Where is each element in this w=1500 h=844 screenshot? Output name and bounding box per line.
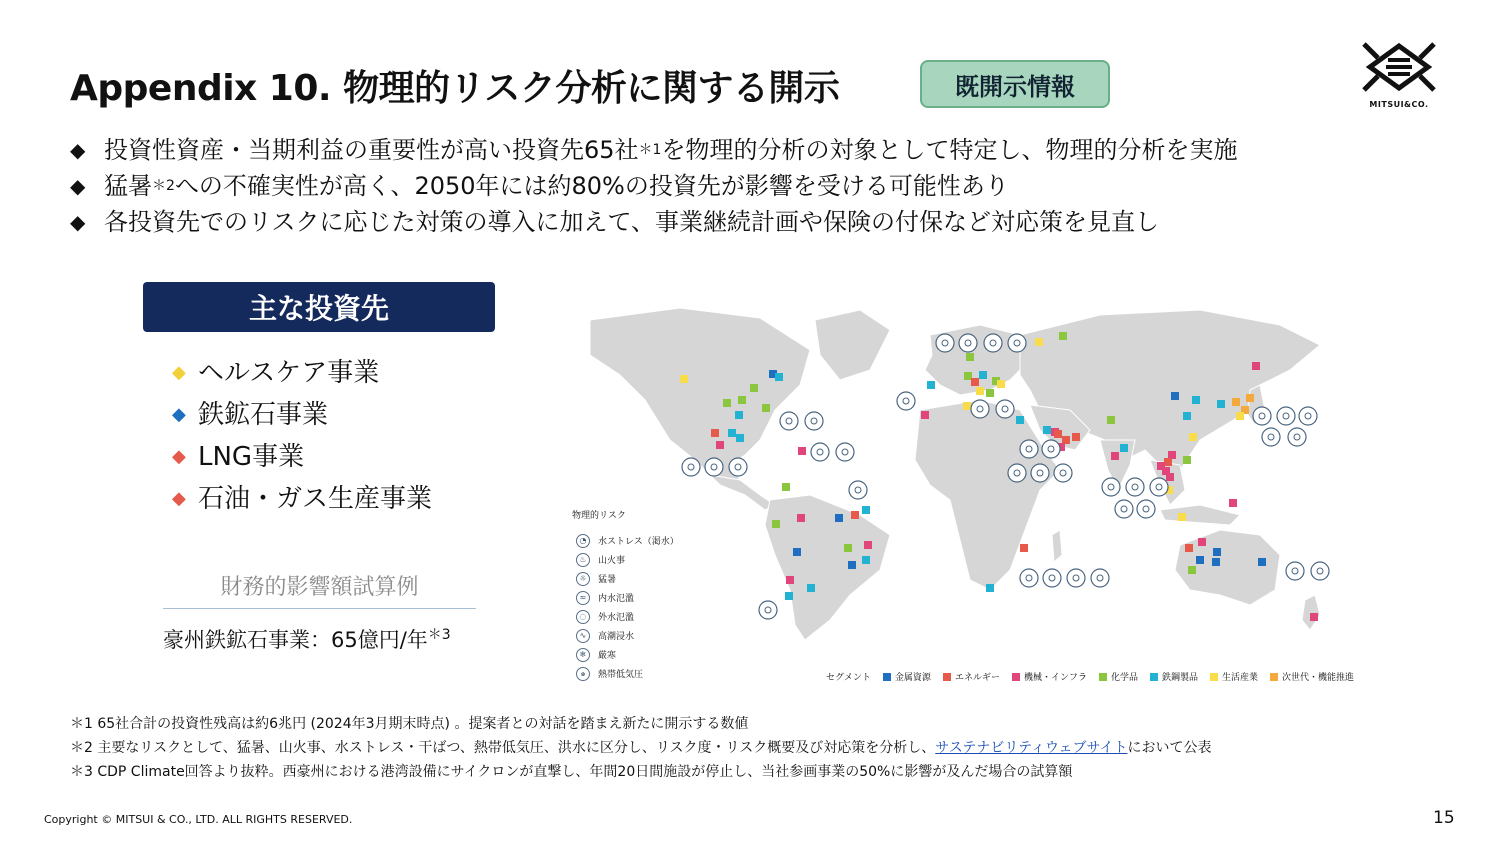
investment-marker xyxy=(798,447,806,455)
risk-icon xyxy=(780,412,798,430)
sun-icon: ☼ xyxy=(576,572,590,586)
risk-icon xyxy=(959,334,977,352)
investment-marker xyxy=(1196,556,1204,564)
risk-icon xyxy=(1115,500,1133,518)
risk-icon xyxy=(1286,562,1304,580)
footnotes xyxy=(70,712,1212,784)
segment-legend-item xyxy=(943,670,1000,683)
risk-icon xyxy=(705,458,723,476)
investment-marker xyxy=(1107,416,1115,424)
legend-label: 厳寒 xyxy=(598,651,617,661)
legend-item xyxy=(572,664,679,683)
investment-marker xyxy=(1310,613,1318,621)
blue-diamond-icon: ◆ xyxy=(172,404,186,425)
segment-swatch xyxy=(1270,673,1278,681)
investment-marker xyxy=(711,429,719,437)
segment-label: 生活産業 xyxy=(1222,673,1259,683)
risk-icon xyxy=(1253,407,1271,425)
footnote-text: において公表 xyxy=(1127,740,1212,756)
investment-marker xyxy=(1189,433,1197,441)
investment-marker xyxy=(1020,544,1028,552)
logo-text: MITSUI&CO. xyxy=(1369,100,1429,109)
investment-label: 石油・ガス生産事業 xyxy=(198,484,433,514)
investment-marker xyxy=(1054,430,1062,438)
investment-marker xyxy=(844,544,852,552)
investment-marker xyxy=(1236,412,1244,420)
legend-title: 物理的リスク xyxy=(572,511,626,521)
investment-marker xyxy=(1166,473,1174,481)
red-diamond-icon: ◆ xyxy=(172,488,186,509)
investment-marker xyxy=(1252,362,1260,370)
investment-marker xyxy=(1188,566,1196,574)
footnote-text: ＊1 65社合計の投資性残高は約6兆円 (2024年3月期末時点) 。提案者との対話を踏まえ新たに開示する数値 xyxy=(70,716,749,732)
risk-icon xyxy=(1067,569,1085,587)
segment-legend-title: セグメント xyxy=(826,673,871,683)
risk-icon xyxy=(1150,478,1168,496)
risk-icon xyxy=(1043,569,1061,587)
legend-label: 熱帯低気圧 xyxy=(598,670,644,680)
risk-icon xyxy=(1091,569,1109,587)
key-point-text: 投資性資産・当期利益の重要性が高い投資先65社 xyxy=(104,136,639,164)
segment-label: 次世代・機能推進 xyxy=(1282,673,1355,683)
investment-label: ヘルスケア事業 xyxy=(198,358,380,388)
risk-icon xyxy=(759,601,777,619)
segment-swatch xyxy=(1210,673,1218,681)
investment-marker xyxy=(1062,436,1070,444)
footnote xyxy=(70,712,1212,736)
legend-item xyxy=(572,626,679,645)
diamond-bullet-icon: ◆ xyxy=(70,174,86,198)
inland-flood-icon: ≈ xyxy=(576,591,590,605)
investment-marker xyxy=(1171,392,1179,400)
investment-marker xyxy=(1213,548,1221,556)
risk-icon xyxy=(984,334,1002,352)
risk-icon xyxy=(1311,562,1329,580)
investment-marker xyxy=(979,371,987,379)
investment-label: LNG事業 xyxy=(198,442,305,472)
risk-icon xyxy=(811,443,829,461)
investment-marker xyxy=(1229,499,1237,507)
risk-icon xyxy=(1020,569,1038,587)
disclosure-badge: 既開示情報 xyxy=(920,60,1110,108)
segment-swatch xyxy=(1099,673,1107,681)
investment-marker xyxy=(786,576,794,584)
investment-marker xyxy=(1111,452,1119,460)
investment-marker xyxy=(862,506,870,514)
investment-marker xyxy=(1217,400,1225,408)
fire-icon: ♨ xyxy=(576,553,590,567)
investment-marker xyxy=(864,541,872,549)
key-point-text: への不確実性が高く、2050年には約80%の投資先が影響を受ける可能性あり xyxy=(174,172,1009,200)
risk-icon xyxy=(1008,334,1026,352)
risk-icon xyxy=(1137,500,1155,518)
investment-marker xyxy=(976,387,984,395)
river-flood-icon: ◌ xyxy=(576,610,590,624)
investment-marker xyxy=(1120,444,1128,452)
key-point-text: 猛暑 xyxy=(104,172,152,200)
cyclone-icon: ๑ xyxy=(576,667,590,681)
segment-legend xyxy=(826,670,1366,683)
investment-marker xyxy=(775,373,783,381)
investment-marker xyxy=(964,372,972,380)
investment-marker xyxy=(1072,433,1080,441)
investment-marker xyxy=(1192,396,1200,404)
legend-item xyxy=(572,531,679,550)
investment-marker xyxy=(963,402,971,410)
investment-marker xyxy=(807,584,815,592)
segment-label: 鉄鋼製品 xyxy=(1161,673,1198,683)
risk-icon xyxy=(849,481,867,499)
legend-label: 猛暑 xyxy=(598,575,617,585)
sustainability-website-link[interactable]: サステナビリティウェブサイト xyxy=(935,740,1128,756)
legend-item xyxy=(572,607,679,626)
risk-icon xyxy=(1262,428,1280,446)
investment-marker xyxy=(971,378,979,386)
investment-marker xyxy=(848,561,856,569)
risk-icon xyxy=(1299,407,1317,425)
risk-icon xyxy=(897,392,915,410)
segment-swatch xyxy=(1150,673,1158,681)
legend-item xyxy=(572,588,679,607)
investment-marker xyxy=(966,353,974,361)
physical-risk-legend xyxy=(572,508,679,683)
investment-marker xyxy=(750,384,758,392)
risk-icon xyxy=(1031,464,1049,482)
segment-swatch xyxy=(883,673,891,681)
risk-icon xyxy=(971,400,989,418)
risk-icon xyxy=(1277,407,1295,425)
risk-icon xyxy=(936,334,954,352)
investment-marker xyxy=(797,514,805,522)
investment-marker xyxy=(986,584,994,592)
segment-label: 化学品 xyxy=(1110,673,1138,683)
investment-marker xyxy=(927,381,935,389)
legend-item xyxy=(572,569,679,588)
legend-label: 水ストレス（渇水） xyxy=(598,537,679,547)
risk-icon xyxy=(805,412,823,430)
storm-surge-icon: ∿ xyxy=(576,629,590,643)
risk-icon xyxy=(1008,464,1026,482)
segment-label: エネルギー xyxy=(954,673,1000,683)
investment-marker xyxy=(785,592,793,600)
risk-icon xyxy=(836,443,854,461)
investments-heading: 主な投資先 xyxy=(143,282,495,332)
footnote-text: ＊2 主要なリスクとして、猛暑、山火事、水ストレス・干ばつ、熱帯低気圧、洪水に区分し、リスク度・リスク概要及び対応策を分析し、 xyxy=(70,740,936,756)
risk-icon xyxy=(682,458,700,476)
water-drop-icon: ◔ xyxy=(576,534,590,548)
legend-item xyxy=(572,645,679,664)
diamond-bullet-icon: ◆ xyxy=(70,210,86,234)
financial-impact-label: 財務的影響額試算例 xyxy=(220,575,419,600)
investment-marker xyxy=(738,396,746,404)
risk-icon xyxy=(1020,440,1038,458)
footnote xyxy=(70,760,1212,784)
risk-icon xyxy=(1288,428,1306,446)
segment-label: 機械・インフラ xyxy=(1023,673,1087,683)
investment-marker xyxy=(862,556,870,564)
snowflake-icon: ❄ xyxy=(576,648,590,662)
legend-label: 山火事 xyxy=(598,556,626,566)
segment-label: 金属資源 xyxy=(894,673,931,683)
investment-marker xyxy=(921,411,929,419)
investment-marker xyxy=(1185,544,1193,552)
red-diamond-icon: ◆ xyxy=(172,446,186,467)
investment-marker xyxy=(680,375,688,383)
investment-marker xyxy=(716,441,724,449)
investment-marker xyxy=(1043,426,1051,434)
risk-icon xyxy=(1102,478,1120,496)
investment-marker xyxy=(772,520,780,528)
financial-value-text: 豪州鉄鉱石事業：65億円/年 xyxy=(163,628,428,652)
investment-marker xyxy=(851,511,859,519)
legend-label: 高潮浸水 xyxy=(598,632,635,642)
investment-label: 鉄鉱石事業 xyxy=(198,400,329,430)
yellow-diamond-icon: ◆ xyxy=(172,362,186,383)
footnote-ref: ＊2 xyxy=(152,178,175,194)
investment-marker xyxy=(1035,338,1043,346)
investment-marker xyxy=(1258,558,1266,566)
investment-marker xyxy=(1164,458,1172,466)
segment-legend-item xyxy=(1099,670,1138,683)
segment-legend-item xyxy=(1150,670,1198,683)
key-point-text: を物理的分析の対象として特定し、物理的分析を実施 xyxy=(661,136,1238,164)
investment-marker xyxy=(997,380,1005,388)
diamond-bullet-icon: ◆ xyxy=(70,138,86,162)
legend-label: 内水氾濫 xyxy=(598,594,635,604)
segment-legend-item xyxy=(1210,670,1258,683)
investment-marker xyxy=(1183,412,1191,420)
investment-marker xyxy=(1178,513,1186,521)
segment-swatch xyxy=(943,673,951,681)
footnote-ref: ＊1 xyxy=(638,142,662,158)
risk-icon xyxy=(996,400,1014,418)
investment-marker xyxy=(762,404,770,412)
key-point-text: 各投資先でのリスクに応じた対策の導入に加えて、事業継続計画や保険の付保など対応策を見直し xyxy=(104,208,1160,236)
investment-marker xyxy=(1059,332,1067,340)
risk-icon xyxy=(1054,464,1072,482)
investment-marker xyxy=(1246,394,1254,402)
risk-icon xyxy=(729,458,747,476)
investment-marker xyxy=(1232,398,1240,406)
footnote xyxy=(70,736,1212,760)
segment-legend-item xyxy=(1270,670,1354,683)
risk-icon xyxy=(1126,478,1144,496)
legend-label: 外水氾濫 xyxy=(598,613,635,623)
investment-marker xyxy=(1016,416,1024,424)
page-title: Appendix 10. 物理的リスク分析に関する開示 xyxy=(70,68,840,109)
investment-marker xyxy=(1168,451,1176,459)
investment-marker xyxy=(835,514,843,522)
investment-marker xyxy=(728,429,736,437)
risk-icon xyxy=(1042,440,1060,458)
copyright: Copyright © MITSUI & CO., LTD. ALL RIGHTS RESERVED. xyxy=(44,813,353,826)
investment-marker xyxy=(1183,456,1191,464)
investment-marker xyxy=(736,434,744,442)
investment-marker xyxy=(735,411,743,419)
footnote-text: ＊3 CDP Climate回答より抜粋。西豪州における港湾設備にサイクロンが直撃し、年間20日間施設が停止し、当社参画事業の50%に影響が及んだ場合の試算額 xyxy=(70,764,1073,780)
segment-legend-item xyxy=(1012,670,1087,683)
investment-marker xyxy=(782,483,790,491)
segment-legend-item xyxy=(883,670,931,683)
footnote-ref: ＊3 xyxy=(427,627,451,643)
segment-swatch xyxy=(1012,673,1020,681)
page-number: 15 xyxy=(1433,808,1455,828)
investment-marker xyxy=(723,399,731,407)
investment-marker xyxy=(986,389,994,397)
investment-marker xyxy=(1198,538,1206,546)
investment-marker xyxy=(1212,558,1220,566)
investment-marker xyxy=(793,548,801,556)
legend-item xyxy=(572,550,679,569)
